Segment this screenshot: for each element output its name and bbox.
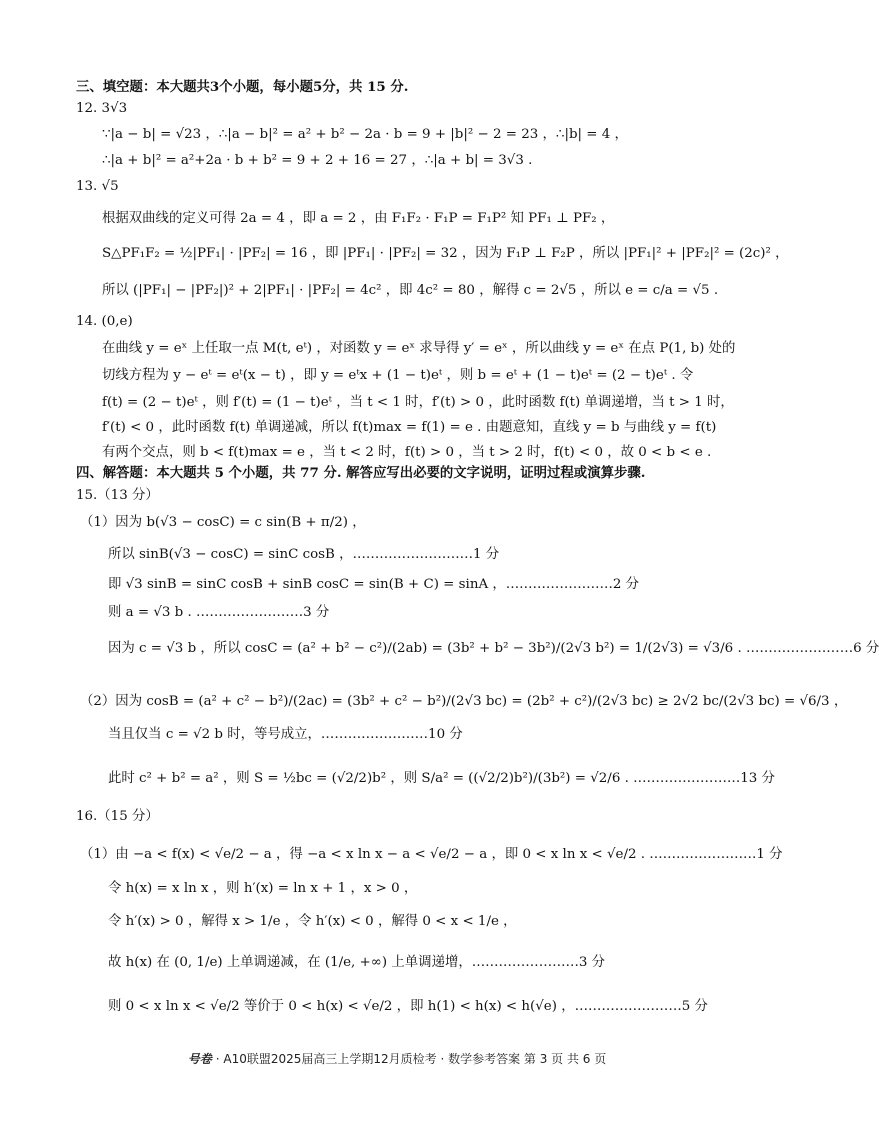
q15-line-2: 所以 sinB(√3 − cosC) = sinC cosB ，………………………1 分	[108, 547, 500, 562]
q15-line-6: （2）因为 cosB = (a² + c² − b²)/(2ac) = (3b² + c² − b²)/(2√3 bc) = (2b² + c²)/(2√3 bc) ≥ 2√2 bc/(2√3 bc) = √6/3 ，	[80, 694, 848, 709]
q15-line-8: 此时 c² + b² = a² ，则 S = ½bc = (√2/2)b² ，则 S/a² = ((√2/2)b²)/(3b²) = √2/6 . ……………………13 分	[108, 771, 775, 786]
q12-line-2: ∴|a + b|² = a²+2a · b + b² = 9 + 2 + 16 = 27 ，∴|a + b| = 3√3 .	[102, 153, 533, 168]
section-3-heading: 三、填空题：本大题共3个小题，每小题5分，共 15 分.	[76, 79, 409, 95]
q14-line-2: 切线方程为 y − eᵗ = eᵗ(x − t) ，即 y = eᵗx + (1 − t)eᵗ ，则 b = eᵗ + (1 − t)eᵗ = (2 − t)eᵗ . 令	[102, 368, 694, 383]
q16-line-3: 令 h′(x) > 0 ，解得 x > 1/e ，令 h′(x) < 0 ，解得 0 < x < 1/e ，	[108, 914, 517, 929]
footer-text: · A10联盟2025届高三上学期12月质检考 · 数学参考答案 第 3 页 共 6 页	[215, 1052, 607, 1066]
q14-answer: 14. (0,e)	[76, 314, 133, 329]
q14-line-5: 有两个交点，则 b < f(t)max = e ，当 t < 2 时，f(t) > 0 ，当 t > 2 时，f(t) < 0 ，故 0 < b < e .	[102, 445, 712, 460]
q15-line-3: 即 √3 sinB = sinC cosB + sinB cosC = sin(B + C) = sinA ，……………………2 分	[108, 577, 640, 592]
q16-line-2: 令 h(x) = x ln x ，则 h′(x) = ln x + 1 ，x > 0 ，	[108, 881, 418, 896]
q12-line-1: ∵|a − b| = √23 ，∴|a − b|² = a² + b² − 2a · b = 9 + |b|² − 2 = 23 ，∴|b| = 4 ，	[102, 127, 628, 142]
q14-line-1: 在曲线 y = eˣ 上任取一点 M(t, eᵗ) ，对函数 y = eˣ 求导得 y′ = eˣ ，所以曲线 y = eˣ 在点 P(1, b) 处的	[102, 341, 736, 356]
q15-line-7: 当且仅当 c = √2 b 时，等号成立，……………………10 分	[108, 727, 463, 742]
q13-line-1: 根据双曲线的定义可得 2a = 4 ，即 a = 2 ，由 F₁F₂ · F₁P = F₁P² 知 PF₁ ⊥ PF₂ ，	[102, 211, 615, 226]
q13-line-2: S△PF₁F₂ = ½|PF₁| · |PF₂| = 16 ，即 |PF₁| · |PF₂| = 32 ，因为 F₁P ⊥ F₂P ，所以 |PF₁|² + |PF₂|² = (2c)² ，	[102, 246, 789, 261]
q16-title: 16.（15 分）	[76, 809, 159, 824]
q13-answer: 13. √5	[76, 179, 119, 194]
publisher-logo: 号卷	[187, 1052, 212, 1066]
q12-answer: 12. 3√3	[76, 101, 128, 116]
q15-title: 15.（13 分）	[76, 488, 159, 503]
q13-line-3: 所以 (|PF₁| − |PF₂|)² + 2|PF₁| · |PF₂| = 4c² ，即 4c² = 80 ，解得 c = 2√5 ，所以 e = c/a = √5 .	[102, 283, 719, 298]
page-footer	[0, 1050, 794, 1067]
q15-line-1: （1）因为 b(√3 − cosC) = c sin(B + π/2) ，	[80, 515, 366, 530]
q15-line-4: 则 a = √3 b . ……………………3 分	[108, 605, 330, 620]
q16-line-1: （1）由 −a < f(x) < √e/2 − a ，得 −a < x ln x − a < √e/2 − a ，即 0 < x ln x < √e/2 . ……………………1 分	[80, 847, 783, 862]
q16-line-5: 则 0 < x ln x < √e/2 等价于 0 < h(x) < √e/2 ，即 h(1) < h(x) < h(√e) ，……………………5 分	[108, 999, 708, 1014]
q14-line-3: f(t) = (2 − t)eᵗ ，则 f′(t) = (1 − t)eᵗ ，当 t < 1 时，f′(t) > 0 ，此时函数 f(t) 单调递增，当 t > 1 时，	[102, 395, 734, 410]
q16-line-4: 故 h(x) 在 (0, 1/e) 上单调递减，在 (1/e, +∞) 上单调递增，……………………3 分	[108, 955, 606, 970]
section-4-heading: 四、解答题：本大题共 5 个小题，共 77 分. 解答应写出必要的文字说明，证明过程或演算步骤.	[76, 465, 646, 481]
q15-line-5: 因为 c = √3 b ，所以 cosC = (a² + b² − c²)/(2ab) = (3b² + b² − 3b²)/(2√3 b²) = 1/(2√3) = √3/6 . ……………………6 分	[108, 641, 879, 656]
q14-line-4: f′(t) < 0 ，此时函数 f(t) 单调递减，所以 f(t)max = f(1) = e . 由题意知，直线 y = b 与曲线 y = f(t)	[102, 420, 717, 435]
